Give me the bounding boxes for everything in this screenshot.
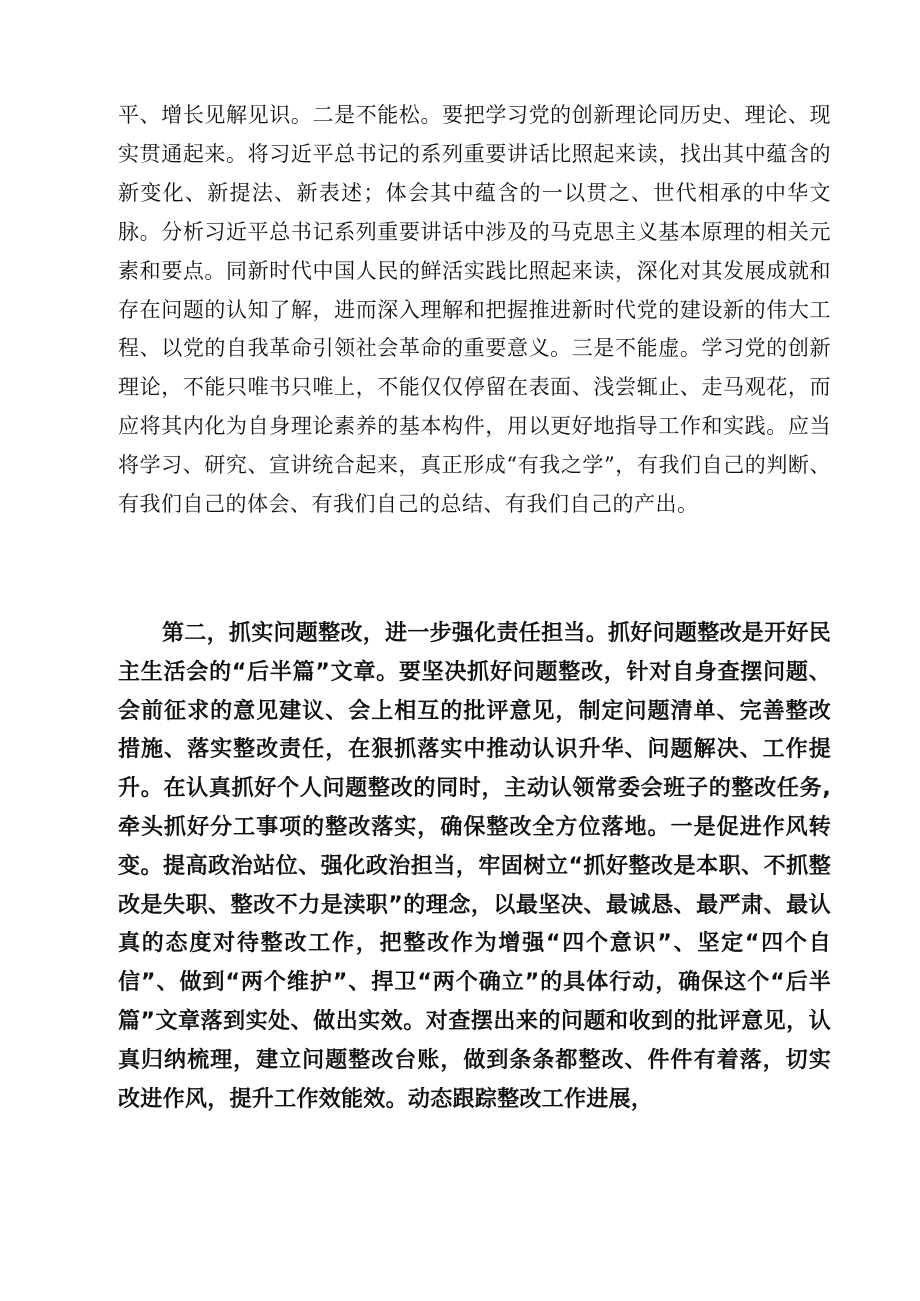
body-paragraph-1: 平、增长见解见识。二是不能松。要把学习党的创新理论同历史、理论、现实贯通起来。将习近平总书记的系列重要讲话比照起来读，找出其中蕴含的新变化、新提法、新表述；体会其中蕴含的一以贯之、世代相承的中华文脉。分析习近平总书记系列重要讲话中涉及的马克思主义基本原理的相关元素和要点。同新时代中国人民的鲜活实践比照起来读，深化对其发展成就和存在问题的认知了解，进而深入理解和把握推进新时代党的建设新的伟大工程、以党的自我革命引领社会革命的重要意义。三是不能虚。学习党的创新理论，不能只唯书只唯上，不能仅仅停留在表面、浅尝辄止、走马观花，而应将其内化为自身理论素养的基本构件，用以更好地指导工作和实践。应当将学习、研究、宣讲统合起来，真正形成“有我之学”，有我们自己的判断、有我们自己的体会、有我们自己的总结、有我们自己的产出。 bbox=[118, 103, 831, 517]
body-paragraph-2: 第二，抓实问题整改，进一步强化责任担当。抓好问题整改是开好民主生活会的“后半篇”文章。要坚决抓好问题整改，针对自身查摆问题、会前征求的意见建议、会上相互的批评意见，制定问题清单、完善整改措施、落实整改责任，在狠抓落实中推动认识升华、问题解决、工作提升。在认真抓好个人问题整改的同时，主动认领常委会班子的整改任务,牵头抓好分工事项的整改落实，确保整改全方位落地。一是促进作风转变。提高政治站位、强化政治担当，牢固树立“抓好整改是本职、不抓整改是失职、整改不力是渎职”的理念，以最坚决、最诚恳、最严肃、最认真的态度对待整改工作，把整改作为增强“四个意识”、坚定“四个自信”、做到“两个维护”、捍卫“两个确立”的具体行动，确保这个“后半篇”文章落到实处、做出实效。对查摆出来的问题和收到的批评意见，认真归纳梳理，建立问题整改台账，做到条条都整改、件件有着落，切实改进作风，提升工作效能效。动态跟踪整改工作进展， bbox=[118, 621, 832, 1112]
